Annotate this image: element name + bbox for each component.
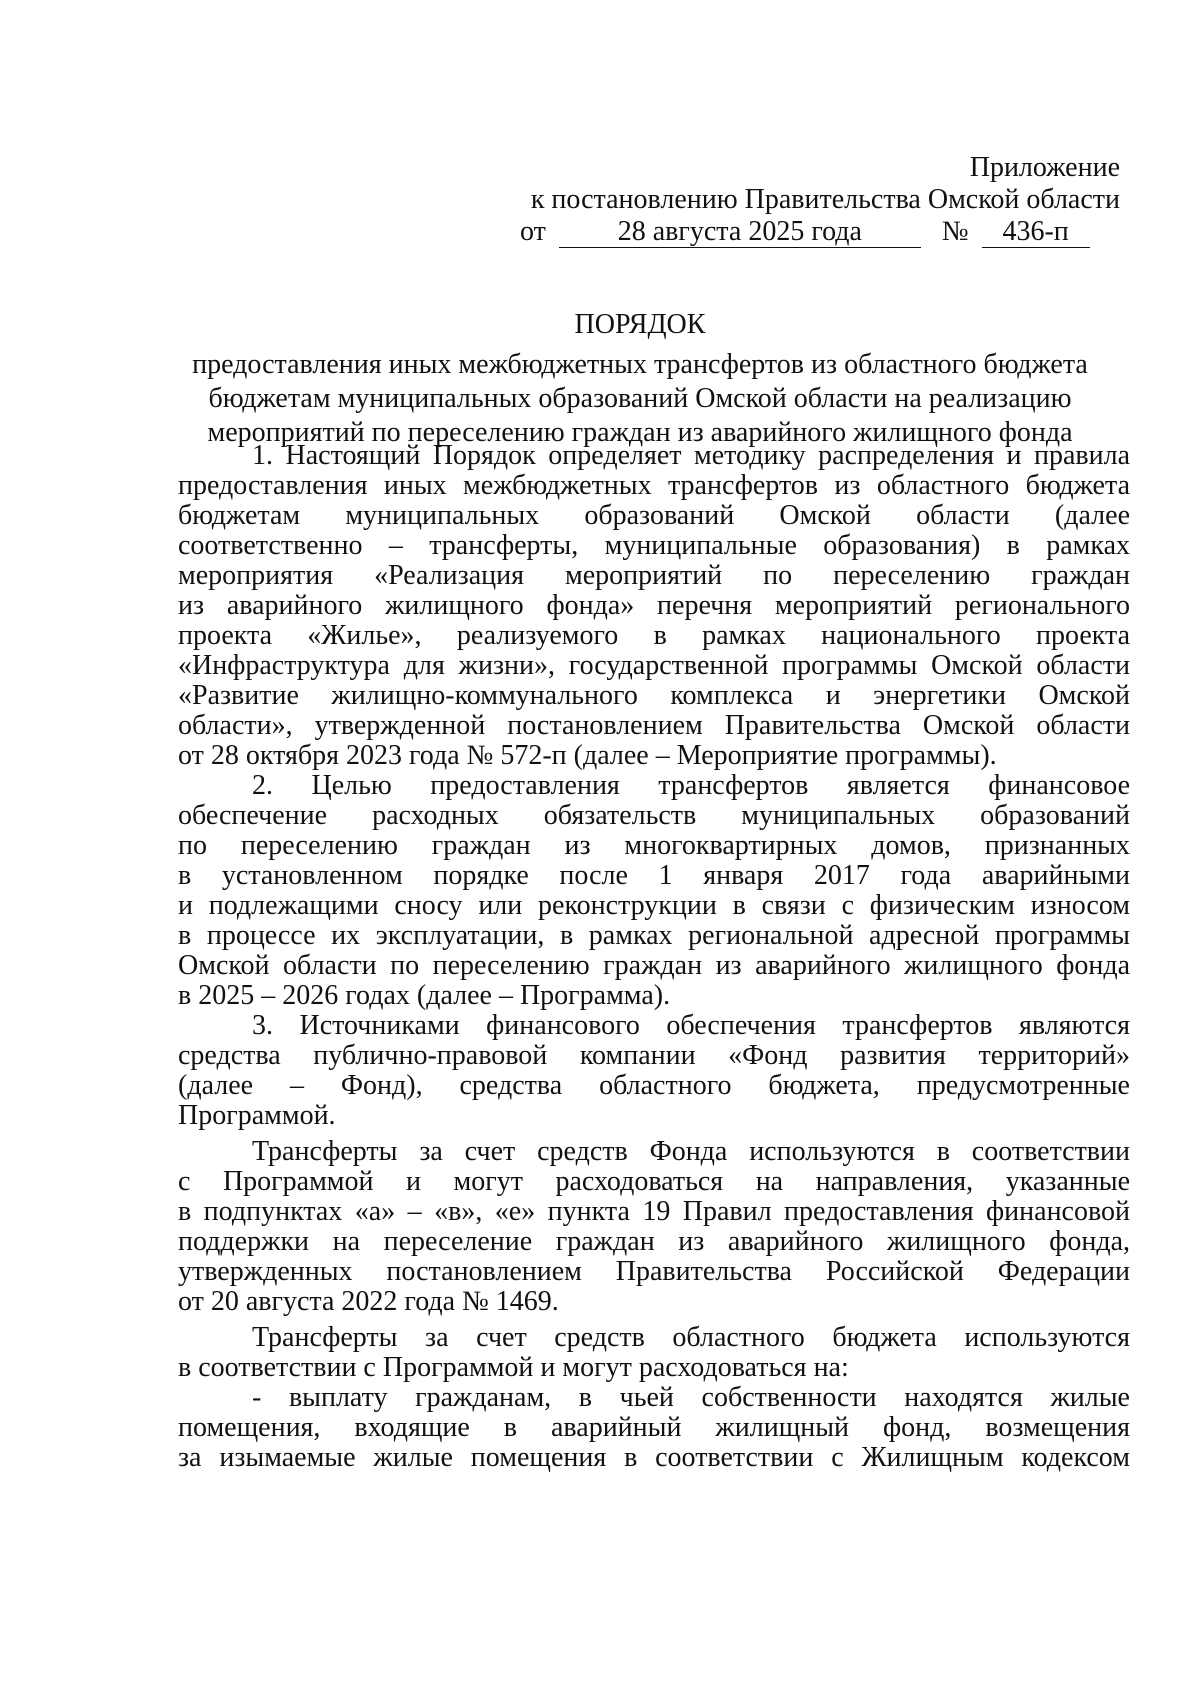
text-line: из аварийного жилищного фонда» перечня мероприятий регионального: [178, 590, 1130, 621]
text-line: поддержки на переселение граждан из аварийного жилищного фонда,: [178, 1226, 1130, 1257]
text-line: мероприятия «Реализация мероприятий по переселению граждан: [178, 560, 1130, 591]
text-line: утвержденных постановлением Правительства Российской Федерации: [178, 1256, 1130, 1287]
from-label: от: [520, 216, 546, 247]
appendix-title: Приложение: [969, 152, 1120, 183]
text-line: соответственно – трансферты, муниципальные образования) в рамках: [178, 530, 1130, 561]
text-line: проекта «Жилье», реализуемого в рамках национального проекта: [178, 620, 1130, 651]
text-line: обеспечение расходных обязательств муниципальных образований: [178, 800, 1130, 831]
text-line: с Программой и могут расходоваться на направления, указанные: [178, 1166, 1130, 1197]
document-subtitle-line: бюджетам муниципальных образований Омской области на реализацию: [208, 383, 1072, 414]
text-line: в 2025 – 2026 годах (далее – Программа).: [178, 980, 671, 1011]
text-line: Омской области по переселению граждан из аварийного жилищного фонда: [178, 950, 1130, 981]
text-line: по переселению граждан из многоквартирных домов, признанных: [178, 830, 1130, 861]
text-line: бюджетам муниципальных образований Омской области (далее: [178, 500, 1130, 531]
text-line: 1. Настоящий Порядок определяет методику распределения и правила: [252, 440, 1130, 471]
appendix-decree-line: к постановлению Правительства Омской области: [530, 184, 1120, 215]
text-line: области», утвержденной постановлением Правительства Омской области: [178, 710, 1130, 741]
text-line: 2. Целью предоставления трансфертов является финансовое: [252, 770, 1130, 801]
number-label: №: [941, 216, 969, 247]
text-line: в процессе их эксплуатации, в рамках региональной адресной программы: [178, 920, 1130, 951]
text-line: Трансферты за счет средств областного бюджета используются: [252, 1322, 1130, 1353]
text-line: помещения, входящие в аварийный жилищный фонд, возмещения: [178, 1412, 1130, 1443]
text-line: «Инфраструктура для жизни», государственной программы Омской области: [178, 650, 1130, 681]
document-subtitle-line: предоставления иных межбюджетных трансфертов из областного бюджета: [192, 349, 1088, 380]
decree-date: 28 августа 2025 года: [559, 217, 921, 248]
text-line: средства публично-правовой компании «Фонд развития территорий»: [178, 1040, 1130, 1071]
text-line: Трансферты за счет средств Фонда используются в соответствии: [252, 1136, 1130, 1167]
text-line: в подпунктах «а» – «в», «е» пункта 19 Правил предоставления финансовой: [178, 1196, 1130, 1227]
text-line: Программой.: [178, 1100, 336, 1131]
text-line: (далее – Фонд), средства областного бюджета, предусмотренные: [178, 1070, 1130, 1101]
text-line: за изымаемые жилые помещения в соответствии с Жилищным кодексом: [178, 1442, 1130, 1473]
text-line: в соответствии с Программой и могут расходоваться на:: [178, 1352, 849, 1383]
text-line: 3. Источниками финансового обеспечения трансфертов являются: [252, 1010, 1130, 1041]
document-subtitle-line: мероприятий по переселению граждан из аварийного жилищного фонда: [207, 417, 1073, 448]
text-line: от 20 августа 2022 года № 1469.: [178, 1286, 559, 1317]
text-line: - выплату гражданам, в чьей собственности находятся жилые: [252, 1382, 1130, 1413]
text-line: и подлежащими сносу или реконструкции в связи с физическим износом: [178, 890, 1130, 921]
document-title: ПОРЯДОК: [574, 309, 706, 340]
text-line: предоставления иных межбюджетных трансфертов из областного бюджета: [178, 470, 1130, 501]
text-line: в установленном порядке после 1 января 2017 года аварийными: [178, 860, 1130, 891]
decree-number: 436-п: [982, 217, 1090, 248]
text-line: от 28 октября 2023 года № 572-п (далее – Мероприятие программы).: [178, 740, 997, 771]
appendix-date-number-line: [520, 216, 1120, 248]
text-line: «Развитие жилищно-коммунального комплекса и энергетики Омской: [178, 680, 1130, 711]
